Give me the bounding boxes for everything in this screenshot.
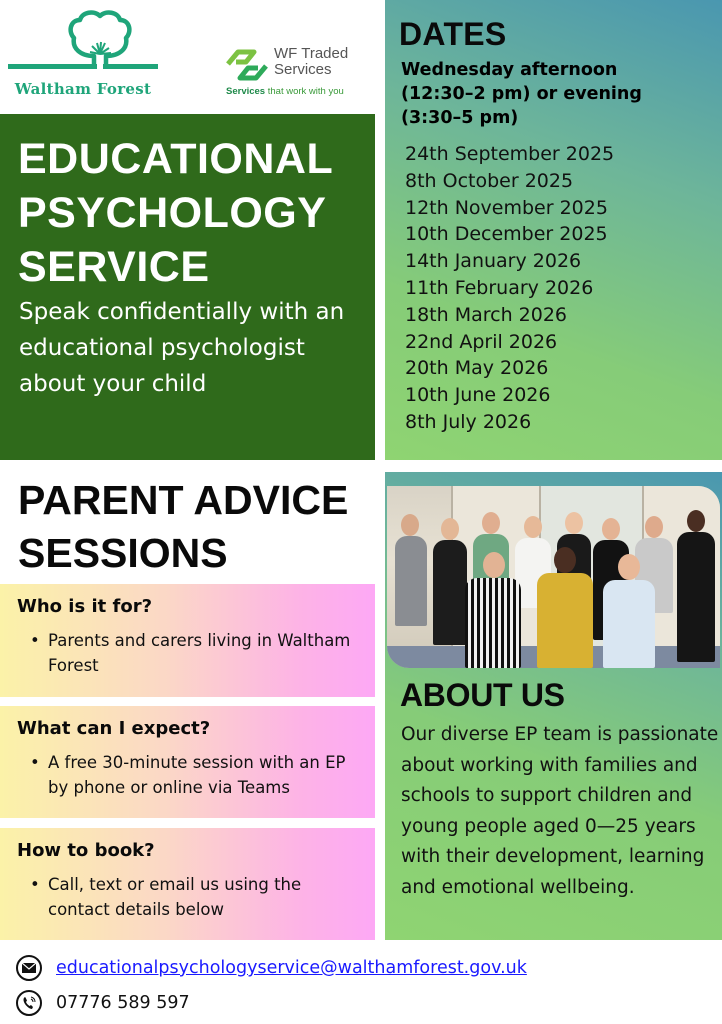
date-item: 8th October 2025	[405, 169, 574, 192]
traded-services-name	[274, 46, 348, 78]
service-title	[18, 132, 333, 294]
session-times-line: Wednesday afternoon	[401, 60, 618, 80]
phone-number[interactable]: 07776 589 597	[56, 993, 190, 1013]
info-box-list	[30, 872, 365, 922]
date-item: 24th September 2025	[405, 143, 615, 165]
info-box-bullet: • Parents and carers living in Waltham Forest	[30, 628, 365, 678]
team-member-head	[524, 516, 542, 538]
team-member-head	[687, 510, 705, 532]
session-times-line: (3:30–5 pm)	[401, 108, 519, 128]
service-title-block	[0, 114, 375, 460]
about-us-body: Our diverse EP team is passionate about working with families and schools to support children and young people aged 0—25 years with their development, learning and emotional wellbeing.	[401, 724, 719, 898]
wf-traded-services-logo	[224, 46, 364, 100]
date-item: 11th February 2026	[405, 276, 594, 299]
dates-list	[405, 141, 614, 436]
date-item: 14th January 2026	[405, 250, 582, 273]
service-subtitle: Speak confidentially with an educational psychologist about your child	[19, 299, 345, 397]
session-times	[401, 58, 721, 130]
info-box-who-is-it-for	[0, 584, 375, 697]
info-box-title: How to book?	[17, 840, 155, 861]
team-member-head	[565, 512, 583, 534]
info-box-list	[30, 628, 365, 678]
waltham-forest-logo-text: Waltham Forest	[14, 80, 152, 98]
team-member-body	[603, 580, 655, 668]
traded-services-tagline	[226, 86, 344, 97]
info-box-title: Who is it for?	[17, 596, 153, 617]
parent-advice-heading	[18, 474, 348, 580]
team-member-head	[482, 512, 500, 534]
team-member-head	[401, 514, 419, 536]
service-title-line: EDUCATIONAL	[18, 135, 334, 183]
date-item: 8th July 2026	[405, 410, 532, 433]
date-item: 12th November 2025	[405, 196, 608, 219]
parent-advice-heading-line: PARENT ADVICE	[18, 477, 349, 523]
team-member-head	[554, 547, 576, 573]
session-times-line: (12:30–2 pm) or evening	[401, 84, 642, 104]
team-member-body	[537, 573, 593, 668]
team-member	[675, 498, 717, 668]
team-member	[601, 550, 657, 668]
info-box-title: What can I expect?	[17, 718, 211, 739]
info-box-bullet: • Call, text or email us using the contact details below	[30, 872, 365, 922]
team-member-body	[395, 536, 427, 626]
service-title-line: SERVICE	[18, 243, 210, 291]
envelope-icon	[16, 955, 42, 981]
team-member	[393, 508, 429, 668]
team-member-body	[677, 532, 715, 662]
date-item: 22nd April 2026	[405, 330, 558, 353]
dates-heading: DATES	[399, 16, 507, 52]
date-item: 10th December 2025	[405, 223, 608, 246]
team-member-head	[602, 518, 620, 540]
info-box-bullet: • A free 30-minute session with an EP by phone or online via Teams	[30, 750, 365, 800]
info-box-how-to-book	[0, 828, 375, 940]
service-title-line: PSYCHOLOGY	[18, 189, 327, 237]
date-item: 20th May 2026	[405, 357, 549, 380]
info-box-what-to-expect	[0, 706, 375, 818]
parent-advice-heading-line: SESSIONS	[18, 530, 228, 576]
dates-panel	[385, 0, 722, 460]
team-member-body	[433, 540, 467, 645]
waltham-forest-logo	[8, 8, 158, 100]
team-member	[535, 543, 595, 668]
about-us-heading: ABOUT US	[400, 677, 565, 713]
traded-services-line2: Services	[274, 61, 332, 78]
team-member	[463, 548, 523, 668]
team-member-body	[465, 578, 521, 668]
phone-icon	[16, 990, 42, 1016]
contact-phone-row	[16, 988, 190, 1018]
contact-email-row	[16, 953, 527, 983]
team-member-head	[483, 552, 505, 578]
tree-logo-icon	[8, 8, 158, 80]
date-item: 10th June 2026	[405, 384, 551, 407]
team-member-head	[645, 516, 663, 538]
team-member-head	[441, 518, 459, 540]
info-box-list	[30, 750, 365, 800]
exchange-arrows-icon	[224, 48, 270, 82]
traded-services-line1: WF Traded	[274, 45, 349, 62]
date-item: 18th March 2026	[405, 303, 568, 326]
team-photo	[387, 486, 720, 668]
email-link[interactable]: educationalpsychologyservice@walthamforest.gov.uk	[56, 958, 527, 978]
about-panel	[385, 472, 722, 940]
team-member-head	[618, 554, 640, 580]
tagline-rest: that work with you	[265, 86, 344, 97]
tagline-bold: Services	[226, 86, 266, 97]
